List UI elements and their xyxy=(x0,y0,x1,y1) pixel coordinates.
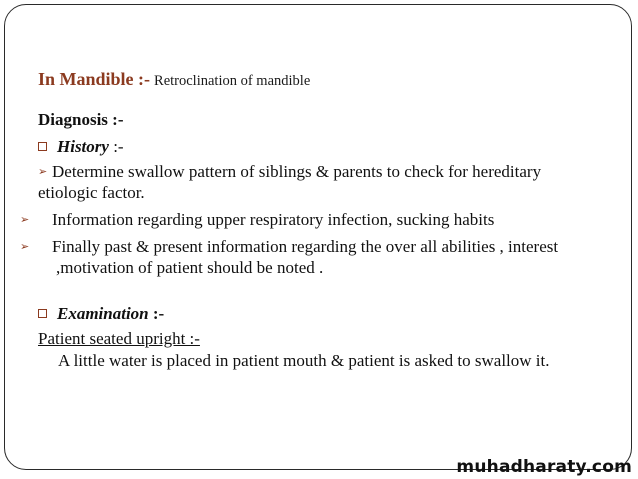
title-subtitle: Retroclination of mandible xyxy=(154,73,311,89)
arrowhead-bullet-icon: ➢ xyxy=(20,240,30,253)
history-item-text: Finally past & present information regarding the over all abilities , interest ,motivation of patient should be noted . xyxy=(52,237,559,277)
history-item-text: Information regarding upper respiratory infection, sucking habits xyxy=(52,210,495,229)
watermark: muhadharaty.com xyxy=(456,457,632,477)
history-suffix: :- xyxy=(113,137,124,156)
arrowhead-bullet-icon: ➢ xyxy=(38,165,48,178)
slide-content xyxy=(20,66,598,372)
arrowhead-bullet-icon: ➢ xyxy=(20,213,30,226)
examination-subheading: Patient seated upright :- xyxy=(38,329,200,348)
examination-label: Examination xyxy=(57,304,149,323)
examination-suffix: :- xyxy=(152,304,165,323)
square-outline-icon xyxy=(38,309,47,318)
history-item-text: Determine swallow pattern of siblings & parents to check for hereditary etiologic factor. xyxy=(38,162,542,202)
title-main: In Mandible :- xyxy=(38,69,151,89)
spacer xyxy=(38,284,598,302)
diagnosis-heading: Diagnosis :- xyxy=(38,110,124,129)
examination-text: A little water is placed in patient mouth & patient is asked to swallow it. xyxy=(58,351,550,370)
examination-section-heading xyxy=(38,302,598,326)
list-item xyxy=(20,209,598,230)
slide-title xyxy=(38,66,598,94)
square-outline-icon xyxy=(38,142,47,151)
list-item xyxy=(20,236,598,278)
history-section-heading xyxy=(38,135,598,159)
list-item xyxy=(38,161,598,203)
history-label: History xyxy=(57,137,109,156)
